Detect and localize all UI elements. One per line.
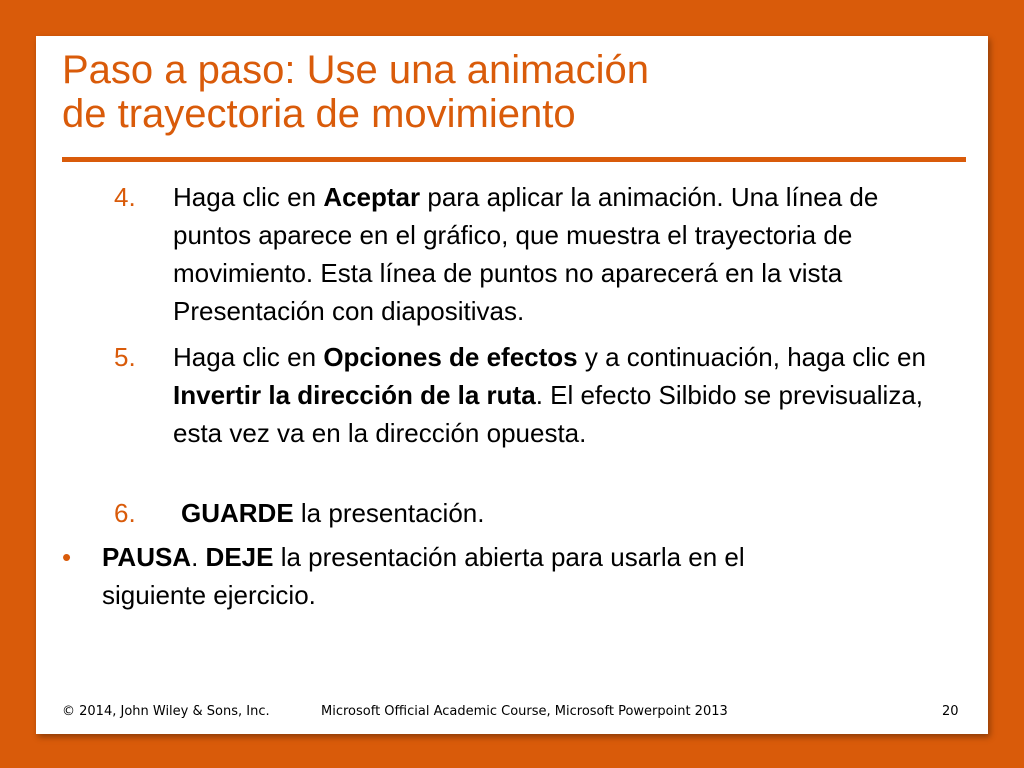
- step-5-bold-opciones: Opciones de efectos: [323, 342, 578, 372]
- footer-page-number: 20: [942, 704, 959, 719]
- step-6-text-part: la presentación.: [293, 498, 485, 528]
- step-4-bold-aceptar: Aceptar: [323, 182, 421, 212]
- step-5-number: 5.: [114, 342, 136, 372]
- step-4-number: 4.: [114, 182, 136, 212]
- step-4-text-part: Haga clic en: [173, 182, 324, 212]
- slide-title-line-2: de trayectoria de movimiento: [62, 92, 576, 136]
- step-6-text: [181, 494, 954, 532]
- slide-title-line-1: Paso a paso: Use una animación: [62, 48, 650, 92]
- bullet-text-part: la presentación abierta para usarla en el siguiente ejercicio.: [102, 542, 745, 610]
- step-6: [114, 494, 954, 532]
- step-6-number: 6.: [114, 498, 136, 528]
- footer-course: Microsoft Official Academic Course, Microsoft Powerpoint 2013: [321, 704, 728, 719]
- step-4-text: [173, 178, 954, 330]
- bullet-text: [102, 538, 822, 614]
- step-4-text-part: para aplicar la animación. Una línea de puntos aparece en el gráfico, que muestra el trayectoria de movimiento. Esta línea de puntos no aparecerá en la vista Presentación con diapositivas.: [173, 182, 879, 326]
- bullet-bold-deje: DEJE: [205, 542, 274, 572]
- bullet-pausa: [62, 538, 922, 614]
- bullet-text-part: .: [191, 542, 206, 572]
- step-4: [114, 178, 954, 330]
- step-5-text: [173, 338, 954, 452]
- step-5: [114, 338, 954, 452]
- step-5-text-part: y a continuación, haga clic en: [577, 342, 926, 372]
- footer-copyright: © 2014, John Wiley & Sons, Inc.: [62, 704, 270, 719]
- title-underline: [62, 157, 966, 162]
- step-5-text-part: Haga clic en: [173, 342, 324, 372]
- slide: [36, 36, 988, 734]
- step-5-text-part: . El efecto Silbido se previsualiza, esta vez va en la dirección opuesta.: [173, 380, 923, 448]
- bullet-symbol: •: [62, 542, 72, 572]
- slide-title: [62, 48, 649, 136]
- step-5-bold-invertir: Invertir la dirección de la ruta: [173, 380, 536, 410]
- step-6-bold-guarde: GUARDE: [181, 498, 294, 528]
- bullet-bold-pausa: PAUSA: [102, 542, 192, 572]
